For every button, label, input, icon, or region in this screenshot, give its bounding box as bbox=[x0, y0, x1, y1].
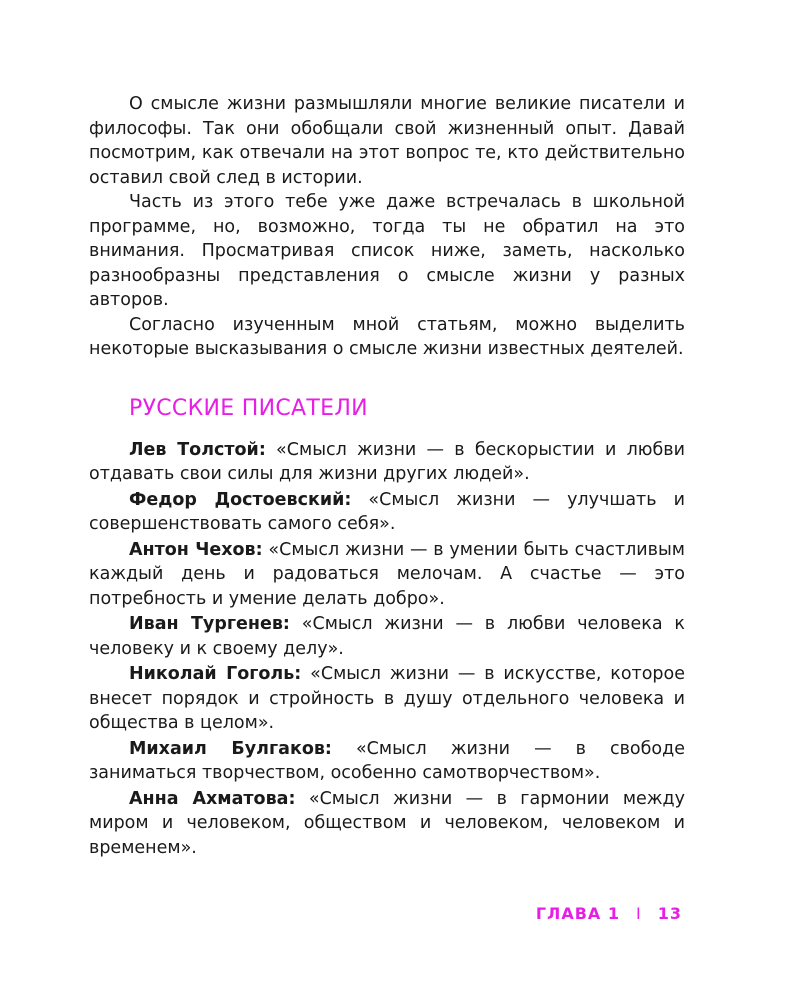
quote-text: «Смысл жизни — улучшать и совершенствовать самого себя». bbox=[89, 489, 685, 534]
footer-separator: I bbox=[636, 904, 642, 923]
quote-author: Антон Чехов: bbox=[129, 539, 263, 560]
quote-author: Николай Гоголь: bbox=[129, 664, 302, 684]
quote-text: «Смысл жизни — в искусстве, которое внесет порядок и стройность в душу отдельного человека и общества в целом». bbox=[89, 664, 686, 733]
quote-author: Федор Достоевский: bbox=[129, 489, 352, 510]
quote-text: «Смысл жизни — в гармонии между миром и человеком, обществом и человеком, человеком и временем». bbox=[89, 788, 686, 858]
quote-author: Михаил Булгаков: bbox=[129, 738, 332, 759]
page-content bbox=[89, 92, 685, 861]
intro-paragraph-3: Согласно изученным мной статьям, можно выделить некоторые высказывания о смысле жизни известных деятелей. bbox=[89, 314, 685, 359]
intro-paragraph-2: Часть из этого тебе уже даже встречалась в школьной программе, но, возможно, тогда ты не обратил на это внимания. Просматривая список ниже, заметь, насколько разнообразны представления о смысле жизни у разных авторов. bbox=[89, 192, 685, 310]
quote-text: «Смысл жизни — в бескорыстии и любви отдавать свои силы для жизни других людей». bbox=[89, 439, 685, 484]
page-number: 13 bbox=[657, 904, 682, 923]
quote-bulgakov bbox=[89, 737, 685, 786]
quote-text: «Смысл жизни — в любви человека к человеку и к своему делу». bbox=[89, 614, 685, 659]
quote-turgenev bbox=[89, 612, 685, 661]
intro-paragraph-1: О смысле жизни размышляли многие великие писатели и философы. Так они обобщали свой жизненный опыт. Давай посмотрим, как отвечали на этот вопрос те, кто действительно оставил свой след в истории. bbox=[89, 94, 685, 188]
quote-tolstoy bbox=[89, 438, 685, 487]
quote-text: «Смысл жизни — в умении быть счастливым каждый день и радоваться мелочам. А счастье — это потребность и умение делать добро». bbox=[89, 539, 685, 609]
chapter-label: ГЛАВА 1 bbox=[535, 904, 621, 923]
quote-akhmatova bbox=[89, 787, 685, 861]
quote-dostoevsky bbox=[89, 488, 685, 537]
quote-author: Иван Тургенев: bbox=[129, 614, 290, 634]
page-footer bbox=[536, 904, 682, 923]
quote-chekhov bbox=[89, 538, 685, 612]
quote-author: Лев Толстой: bbox=[129, 439, 266, 460]
quotes-list bbox=[89, 438, 685, 861]
intro-text bbox=[89, 92, 685, 362]
quote-author: Анна Ахматова: bbox=[129, 788, 296, 809]
quote-gogol bbox=[89, 662, 685, 736]
section-title: РУССКИЕ ПИСАТЕЛИ bbox=[129, 395, 368, 421]
quote-text: «Смысл жизни — в свободе заниматься творчеством, особенно самотворчеством». bbox=[89, 738, 685, 783]
